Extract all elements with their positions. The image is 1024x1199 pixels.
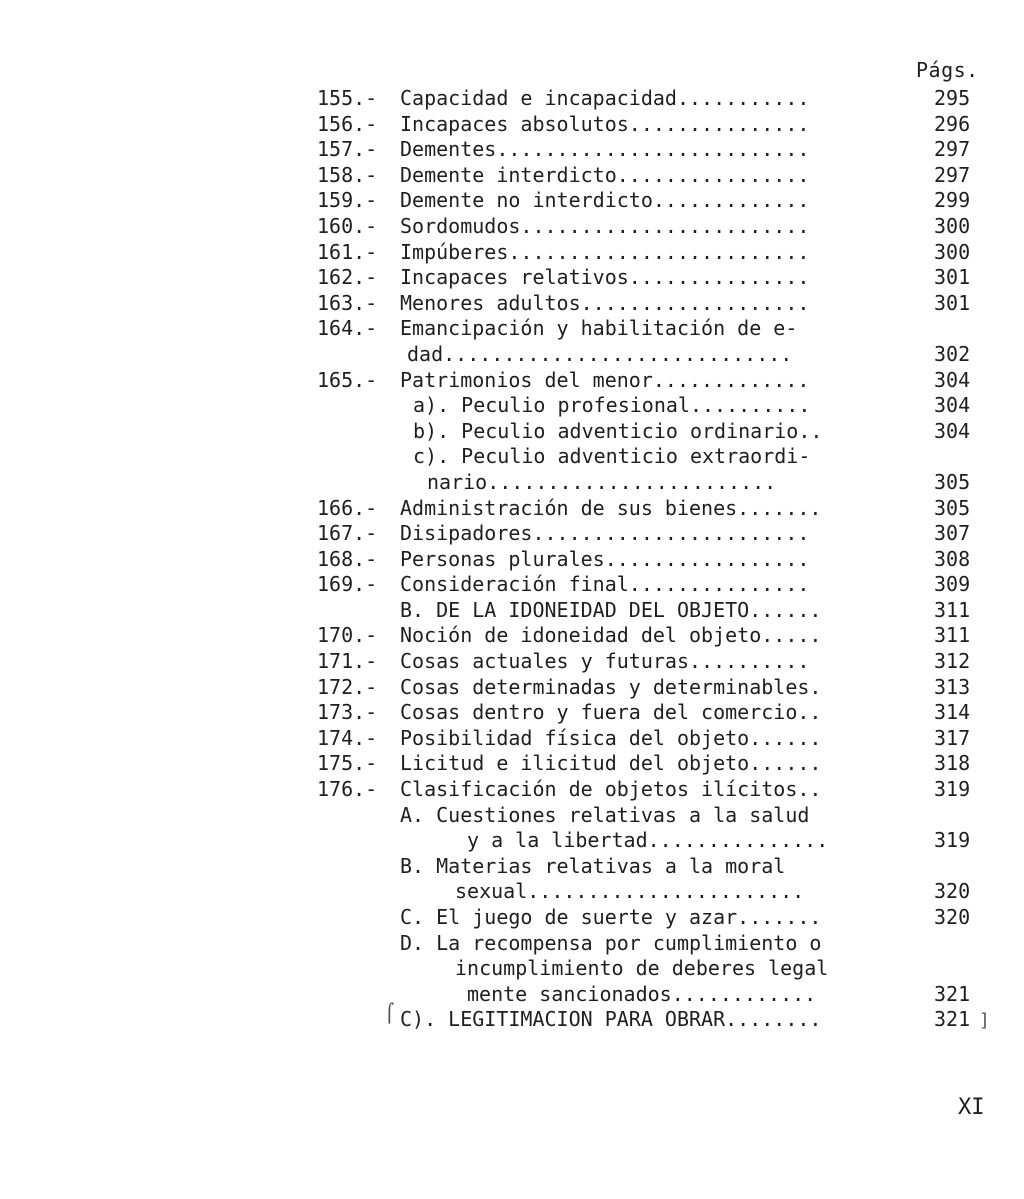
toc-entry bbox=[0, 803, 1024, 829]
toc-entry-page: 308 bbox=[934, 546, 971, 571]
toc-entry-number: 175.- bbox=[317, 751, 378, 776]
toc-entry-page: 304 bbox=[934, 393, 971, 418]
toc-entry-page: 302 bbox=[934, 341, 971, 366]
toc-entry bbox=[0, 137, 1024, 163]
toc-entry-title: Incapaces relativos............... bbox=[400, 265, 810, 290]
toc-entry-number: 155.- bbox=[317, 86, 378, 110]
toc-entry-title: dad............................. bbox=[407, 341, 793, 366]
toc-entry bbox=[0, 240, 1024, 266]
toc-entry bbox=[0, 675, 1024, 701]
toc-entry-page: 304 bbox=[934, 418, 971, 443]
toc-entry-title: Incapaces absolutos............... bbox=[400, 111, 810, 136]
toc-entry-page: 299 bbox=[934, 188, 971, 213]
toc-entry-number: 167.- bbox=[317, 521, 378, 546]
toc-entry bbox=[0, 86, 1024, 112]
toc-entry-number: 157.- bbox=[317, 137, 378, 162]
toc-entry-page: 321 bbox=[934, 1007, 971, 1032]
toc-entry-title: Licitud e ilicitud del objeto...... bbox=[400, 751, 822, 776]
toc-entry-number: 158.- bbox=[317, 162, 378, 187]
handwritten-bracket-right: ] bbox=[979, 1010, 990, 1031]
toc-entry bbox=[0, 572, 1024, 598]
toc-entry bbox=[0, 777, 1024, 803]
toc-entry bbox=[0, 751, 1024, 777]
toc-entry-title: mente sancionados............ bbox=[467, 981, 817, 1006]
toc-entry bbox=[0, 470, 1024, 496]
toc-entry-page: 311 bbox=[934, 597, 971, 622]
table-of-contents bbox=[0, 86, 1024, 1033]
toc-entry-number: 159.- bbox=[317, 188, 378, 213]
toc-entry-title: sexual....................... bbox=[455, 879, 805, 904]
toc-entry bbox=[0, 291, 1024, 317]
toc-entry-title: Capacidad e incapacidad........... bbox=[400, 86, 810, 110]
toc-entry-title: b). Peculio adventicio ordinario.. bbox=[413, 418, 823, 443]
toc-entry-title: Cosas determinadas y determinables. bbox=[400, 674, 822, 699]
toc-entry-title: y a la libertad............... bbox=[467, 828, 829, 853]
toc-entry-page: 321 bbox=[934, 981, 971, 1006]
toc-entry-number: 171.- bbox=[317, 649, 378, 674]
toc-entry-number: 176.- bbox=[317, 777, 378, 802]
toc-entry-title: Consideración final............... bbox=[400, 572, 810, 597]
toc-entry-title: Sordomudos........................ bbox=[400, 213, 810, 238]
toc-entry bbox=[0, 956, 1024, 982]
toc-entry-page: 320 bbox=[934, 879, 971, 904]
toc-entry bbox=[0, 444, 1024, 470]
toc-entry-page: 313 bbox=[934, 674, 971, 699]
toc-entry bbox=[0, 1007, 1024, 1033]
toc-entry-title: incumplimiento de deberes legal bbox=[455, 956, 829, 981]
page-number-roman: XI bbox=[958, 1095, 985, 1120]
toc-entry bbox=[0, 214, 1024, 240]
pages-column-header: Págs. bbox=[916, 58, 979, 82]
toc-entry-title: Menores adultos................... bbox=[400, 290, 810, 315]
toc-entry bbox=[0, 623, 1024, 649]
toc-entry bbox=[0, 316, 1024, 342]
toc-entry-page: 319 bbox=[934, 777, 971, 802]
toc-entry-number: 174.- bbox=[317, 725, 378, 750]
toc-entry-number: 172.- bbox=[317, 674, 378, 699]
toc-entry-title: Dementes.......................... bbox=[400, 137, 810, 162]
toc-entry-page: 311 bbox=[934, 623, 971, 648]
toc-entry bbox=[0, 726, 1024, 752]
toc-entry-page: 296 bbox=[934, 111, 971, 136]
toc-entry-title: Cosas dentro y fuera del comercio.. bbox=[400, 700, 822, 725]
toc-entry-page: 318 bbox=[934, 751, 971, 776]
toc-entry-title: Emancipación y habilitación de e- bbox=[400, 316, 798, 341]
toc-entry-number: 165.- bbox=[317, 367, 378, 392]
toc-entry-title: Noción de idoneidad del objeto..... bbox=[400, 623, 822, 648]
toc-entry-page: 320 bbox=[934, 905, 971, 929]
toc-entry bbox=[0, 905, 1024, 931]
toc-entry-page: 305 bbox=[934, 469, 971, 494]
toc-entry-title: C. El juego de suerte y azar....... bbox=[400, 905, 822, 929]
toc-entry-number: 173.- bbox=[317, 700, 378, 725]
toc-entry-title: B. Materias relativas a la moral bbox=[400, 853, 786, 878]
toc-entry-page: 297 bbox=[934, 162, 971, 187]
toc-entry-title: Clasificación de objetos ilícitos.. bbox=[400, 777, 822, 802]
toc-entry bbox=[0, 931, 1024, 957]
toc-entry bbox=[0, 188, 1024, 214]
toc-entry bbox=[0, 112, 1024, 138]
toc-entry-number: 168.- bbox=[317, 546, 378, 571]
toc-entry bbox=[0, 496, 1024, 522]
toc-entry-page: 301 bbox=[934, 290, 971, 315]
toc-entry-title: a). Peculio profesional.......... bbox=[413, 393, 811, 418]
toc-entry-number: 170.- bbox=[317, 623, 378, 648]
toc-entry bbox=[0, 854, 1024, 880]
toc-entry bbox=[0, 982, 1024, 1008]
toc-entry bbox=[0, 547, 1024, 573]
toc-entry-page: 301 bbox=[934, 265, 971, 290]
handwritten-bracket-left: ⌠ bbox=[384, 1003, 395, 1024]
toc-entry-title: Demente no interdicto............. bbox=[400, 188, 810, 213]
toc-entry-page: 309 bbox=[934, 572, 971, 597]
toc-entry-number: 160.- bbox=[317, 213, 378, 238]
toc-entry bbox=[0, 342, 1024, 368]
toc-entry bbox=[0, 419, 1024, 445]
toc-entry-page: 317 bbox=[934, 725, 971, 750]
toc-entry-title: Posibilidad física del objeto...... bbox=[400, 725, 822, 750]
toc-entry-page: 297 bbox=[934, 137, 971, 162]
toc-entry-title: Cosas actuales y futuras.......... bbox=[400, 649, 810, 674]
toc-entry bbox=[0, 368, 1024, 394]
toc-entry-number: 164.- bbox=[317, 316, 378, 341]
toc-entry-title: Demente interdicto................ bbox=[400, 162, 810, 187]
toc-entry-title: A. Cuestiones relativas a la salud bbox=[400, 802, 810, 827]
toc-entry bbox=[0, 700, 1024, 726]
toc-entry-title: Disipadores....................... bbox=[400, 521, 810, 546]
toc-entry bbox=[0, 879, 1024, 905]
toc-entry-title: Administración de sus bienes....... bbox=[400, 495, 822, 520]
toc-entry-title: C). LEGITIMACION PARA OBRAR........ bbox=[400, 1007, 822, 1032]
toc-entry-title: Personas plurales................. bbox=[400, 546, 810, 571]
toc-entry-page: 319 bbox=[934, 828, 971, 853]
toc-entry-title: c). Peculio adventicio extraordi- bbox=[413, 444, 811, 469]
toc-entry-title: Patrimonios del menor............. bbox=[400, 367, 810, 392]
toc-entry-page: 305 bbox=[934, 495, 971, 520]
toc-entry-page: 300 bbox=[934, 213, 971, 238]
toc-entry-page: 314 bbox=[934, 700, 971, 725]
toc-entry-page: 307 bbox=[934, 521, 971, 546]
toc-entry-page: 312 bbox=[934, 649, 971, 674]
toc-entry-title: D. La recompensa por cumplimiento o bbox=[400, 930, 822, 955]
toc-entry-number: 161.- bbox=[317, 239, 378, 264]
toc-entry bbox=[0, 163, 1024, 189]
toc-entry-page: 295 bbox=[934, 86, 971, 110]
toc-entry bbox=[0, 828, 1024, 854]
toc-entry-title: Impúberes......................... bbox=[400, 239, 810, 264]
toc-entry-number: 166.- bbox=[317, 495, 378, 520]
toc-entry bbox=[0, 649, 1024, 675]
toc-entry bbox=[0, 265, 1024, 291]
toc-entry-number: 156.- bbox=[317, 111, 378, 136]
toc-entry-number: 163.- bbox=[317, 290, 378, 315]
toc-entry bbox=[0, 393, 1024, 419]
toc-entry-number: 169.- bbox=[317, 572, 378, 597]
toc-entry-title: B. DE LA IDONEIDAD DEL OBJETO...... bbox=[400, 597, 822, 622]
toc-entry-page: 304 bbox=[934, 367, 971, 392]
toc-entry bbox=[0, 598, 1024, 624]
toc-entry-title: nario........................ bbox=[427, 469, 777, 494]
toc-entry-page: 300 bbox=[934, 239, 971, 264]
toc-entry-number: 162.- bbox=[317, 265, 378, 290]
toc-entry bbox=[0, 521, 1024, 547]
